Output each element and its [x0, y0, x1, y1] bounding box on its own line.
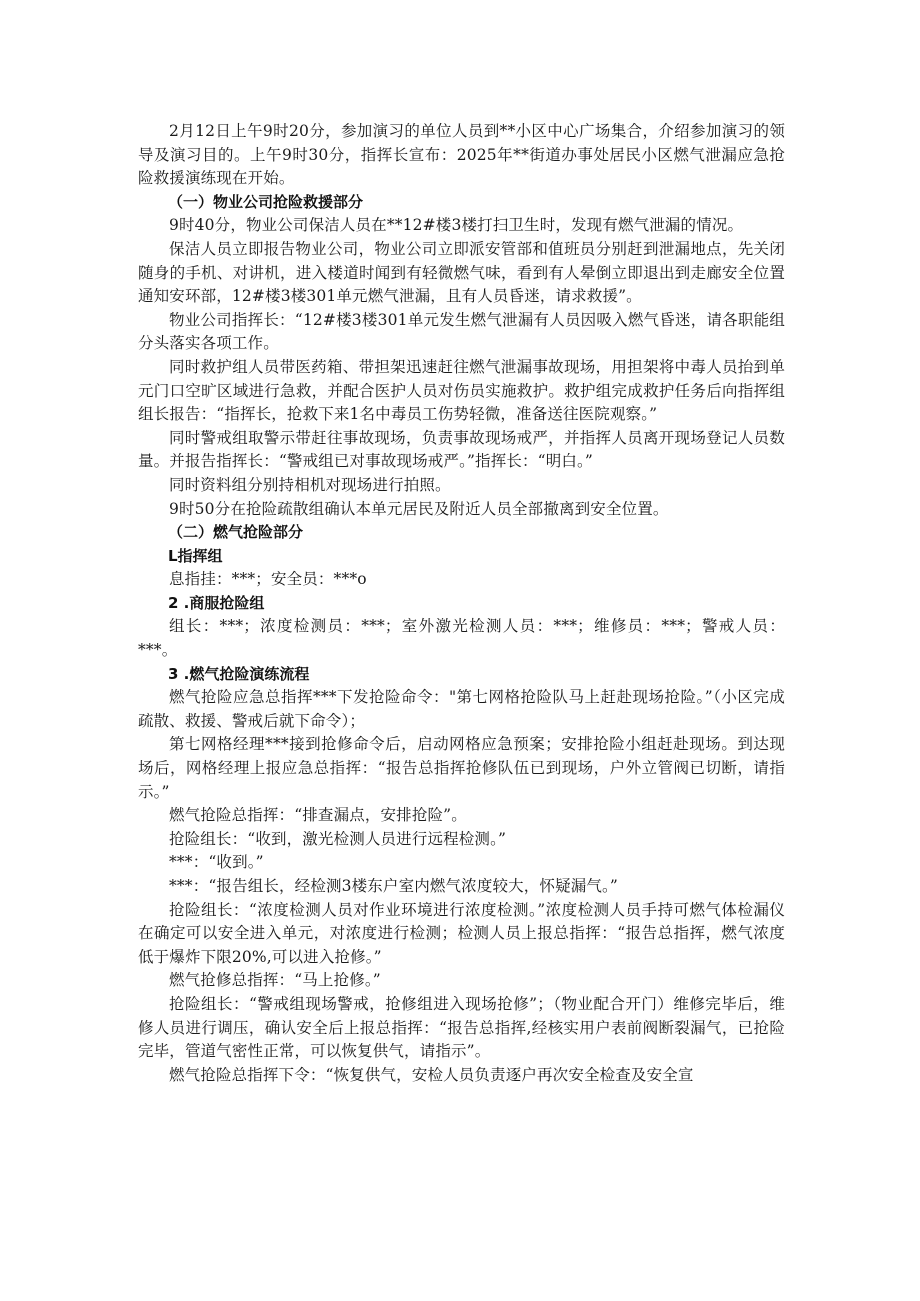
subheading-drill-process: 3 .燃气抢险演练流程	[168, 664, 310, 683]
paragraph: ***：“报告组长，经检测3楼东户室内燃气浓度较大，怀疑漏气。”	[169, 877, 619, 895]
paragraph: ***：“收到。”	[169, 853, 264, 872]
paragraph: 抢险组长：“收到，激光检测人员进行远程检测。”	[169, 829, 507, 848]
paragraph: 组长：***；浓度检测员：***；室外激光检测人员：***；维修员：***；警戒人员：***。	[138, 617, 785, 660]
intro-paragraph: 2月12日上午9时20分，参加演习的单位人员到**小区中心广场集合，介绍参加演习的领导及演习目的。上午9时30分，指挥长宣布：2025年**街道办事处居民小区燃气泄漏应急抢险救援演练现在开始。	[138, 122, 785, 188]
section-heading-gas-rescue: （二）燃气抢险部分	[168, 523, 304, 542]
paragraph: 第七网格经理***接到抢修命令后，启动网格应急预案；安排抢险小组赶赴现场。到达现场后，网格经理上报应急总指挥：“报告总指挥抢修队伍已到现场，户外立管阀已切断，请指示。”	[138, 735, 785, 801]
paragraph: 9时50分在抢险疏散组确认本单元居民及附近人员全部撤离到安全位置。	[169, 499, 669, 518]
paragraph: 抢险组长：“浓度检测人员对作业环境进行浓度检测。”浓度检测人员手持可燃气体检漏仪在确定可以安全进入单元，对浓度进行检测；检测人员上报总指挥：“报告总指挥，燃气浓度低于爆炸下限20%,可以进入抢修。”	[138, 900, 785, 966]
document-page	[138, 120, 785, 1087]
paragraph: 同时警戒组取警示带赶往事故现场，负责事故现场戒严，并指挥人员离开现场登记人员数量。并报告指挥长：“警戒组已对事故现场戒严。”指挥长：“明白。”	[138, 428, 785, 471]
section-heading-property-rescue: （一）物业公司抢险救援部分	[168, 192, 364, 211]
paragraph: 燃气抢险总指挥：“排查漏点，安排抢险”。	[169, 806, 467, 825]
subheading-rescue-group: 2 .商服抢险组	[168, 593, 265, 612]
paragraph: 物业公司指挥长：“12#楼3楼301单元发生燃气泄漏有人员因吸入燃气昏迷，请各职能组分头落实各项工作。	[138, 310, 785, 353]
paragraph: 同时资料组分别持相机对现场进行拍照。	[169, 475, 451, 494]
paragraph: 抢险组长：“警戒组现场警戒，抢修组进入现场抢修”；（物业配合开门）维修完毕后，维修人员进行调压，确认安全后上报总指挥：“报告总指挥,经核实用户表前阀断裂漏气，已抢险完毕，管道气密性正常，可以恢复供气，请指示”。	[138, 994, 785, 1061]
paragraph: 息指挂：***；安全员：***o	[169, 570, 367, 589]
paragraph: 燃气抢险应急总指挥***下发抢险命令："第七网格抢险队马上赶赴现场抢险。”（小区完成疏散、救援、警戒后就下命令）；	[138, 688, 785, 730]
paragraph: 燃气抢修总指挥：“马上抢修。”	[169, 971, 381, 990]
paragraph: 9时40分，物业公司保洁人员在**12#楼3楼打扫卫生时，发现有燃气泄漏的情况。	[169, 216, 744, 235]
subheading-command-group: L指挥组	[168, 546, 223, 565]
paragraph: 保洁人员立即报告物业公司，物业公司立即派安管部和值班员分别赶到泄漏地点，先关闭随身的手机、对讲机，进入楼道时闻到有轻微燃气味，看到有人晕倒立即退出到走廊安全位置通知安环部，12#楼3楼301单元燃气泄漏，且有人员昏迷，请求救援”。	[138, 239, 785, 306]
paragraph: 同时救护组人员带医药箱、带担架迅速赶往燃气泄漏事故现场，用担架将中毒人员抬到单元门口空旷区域进行急救，并配合医护人员对伤员实施救护。救护组完成救护任务后向指挥组组长报告：“指挥长，抢救下来1名中毒员工伤势轻微，准备送往医院观察。”	[138, 357, 785, 424]
paragraph: 燃气抢险总指挥下令：“恢复供气，安检人员负责逐户再次安全检查及安全宣	[169, 1065, 694, 1084]
